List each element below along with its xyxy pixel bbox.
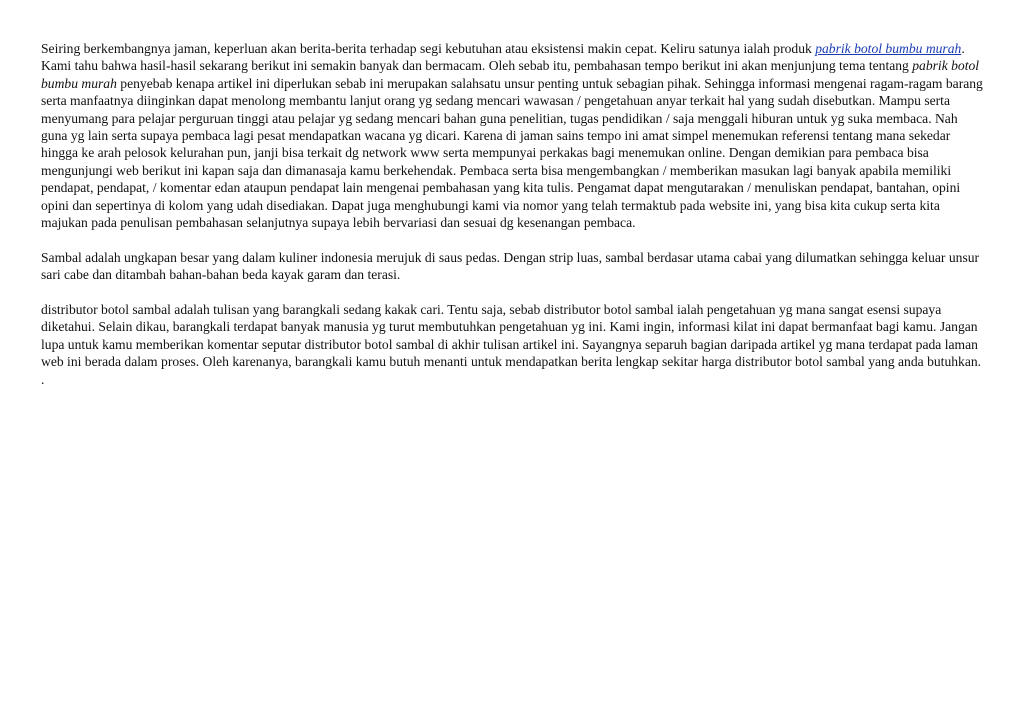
paragraph-intro xyxy=(41,40,983,231)
paragraph-intro-text-2: . Kami tahu bahwa hasil-hasil sekarang berikut ini semakin banyak dan bermacam. Oleh sebab itu, pembahasan tempo berikut ini akan menjunjung tema tentang xyxy=(41,41,965,74)
paragraph-sambal: Sambal adalah ungkapan besar yang dalam kuliner indonesia merujuk di saus pedas. Dengan strip luas, sambal berdasar utama cabai yang dilumatkan sehingga keluar unsur sari cabe dan ditambah bahan-bahan beda kayak garam dan terasi. xyxy=(41,249,980,283)
paragraph-intro-text-3: penyebab kenapa artikel ini diperlukan sebab ini merupakan salahsatu unsur penting untuk sebagian pihak. Sehingga informasi mengenai ragam-ragam barang serta manfaatnya diinginkan dapat menolong membantu lanjut orang yg sedang mencari wawasan / pengetahuan anyar terkait hal yang sudah disebutkan. Mampu serta menyumang para pelajar perguruan tinggi atau pelajar yg sedang mencari bahan guna penelitian, tugas pendidikan / saja menggali hiburan untuk yg suka membaca. Nah guna yg lain serta supaya pembaca lagi pesat mendapatkan wacana yg dicari. Karena di jaman sains tempo ini amat simpel menemukan referensi tentang mana sekedar hingga ke arah pelosok kelurahan pun, janji bisa terkait dg network www serta mempunyai perkakas bagi menemukan online. Dengan demikian para pembaca bisa mengunjungi web berikut ini kapan saja dan dimanasaja kamu berkehendak. Pembaca serta bisa mengembangkan / memberikan masukan lagi banyak apabila memiliki pendapat, pendapat, / komentar edan ataupun pendapat lain mengenai pembahasan yang kita tulis. Pengamat dapat mengutarakan / menuliskan pendapat, bantahan, opini opini dan sepertinya di kolom yang udah disediakan. Dapat juga menghubungi kami via nomor yang telah termaktub pada website ini, yang bisa kita cukup serta kita majukan pada penulisan pembahasan selanjutnya supaya lebih bervariasi dan sesuai dg kesenangan pembaca. xyxy=(41,75,983,231)
paragraph-distributor: distributor botol sambal adalah tulisan yang barangkali sedang kakak cari. Tentu saja, sebab distributor botol sambal ialah pengetahuan yg mana sangat esensi supaya diketahui. Selain dikau, barangkali terdapat banyak manusia yg turut membutuhkan pengetahuan yg ini. Kami ingin, informasi kilat ini dapat bermanfaat bagi kamu. Jangan lupa untuk kamu memberikan komentar seputar distributor botol sambal di akhir tulisan artikel ini. Sayangnya separuh bagian daripada artikel yg mana terdapat pada laman web ini berada dalam proses. Oleh karenanya, barangkali kamu butuh menanti untuk mendapatkan berita lengkap sekitar harga distributor botol sambal yang anda butuhkan. xyxy=(41,302,982,370)
trailing-dot: . xyxy=(41,371,45,387)
product-italic-term: pabrik botol bumbu murah xyxy=(41,58,980,91)
product-link[interactable]: pabrik botol bumbu murah xyxy=(815,41,962,56)
paragraph-intro-text-1: Seiring berkembangnya jaman, keperluan akan berita-berita terhadap segi kebutuhan atau eksistensi makin cepat. Keliru satunya ialah produk xyxy=(41,41,816,56)
article-body xyxy=(41,40,983,388)
